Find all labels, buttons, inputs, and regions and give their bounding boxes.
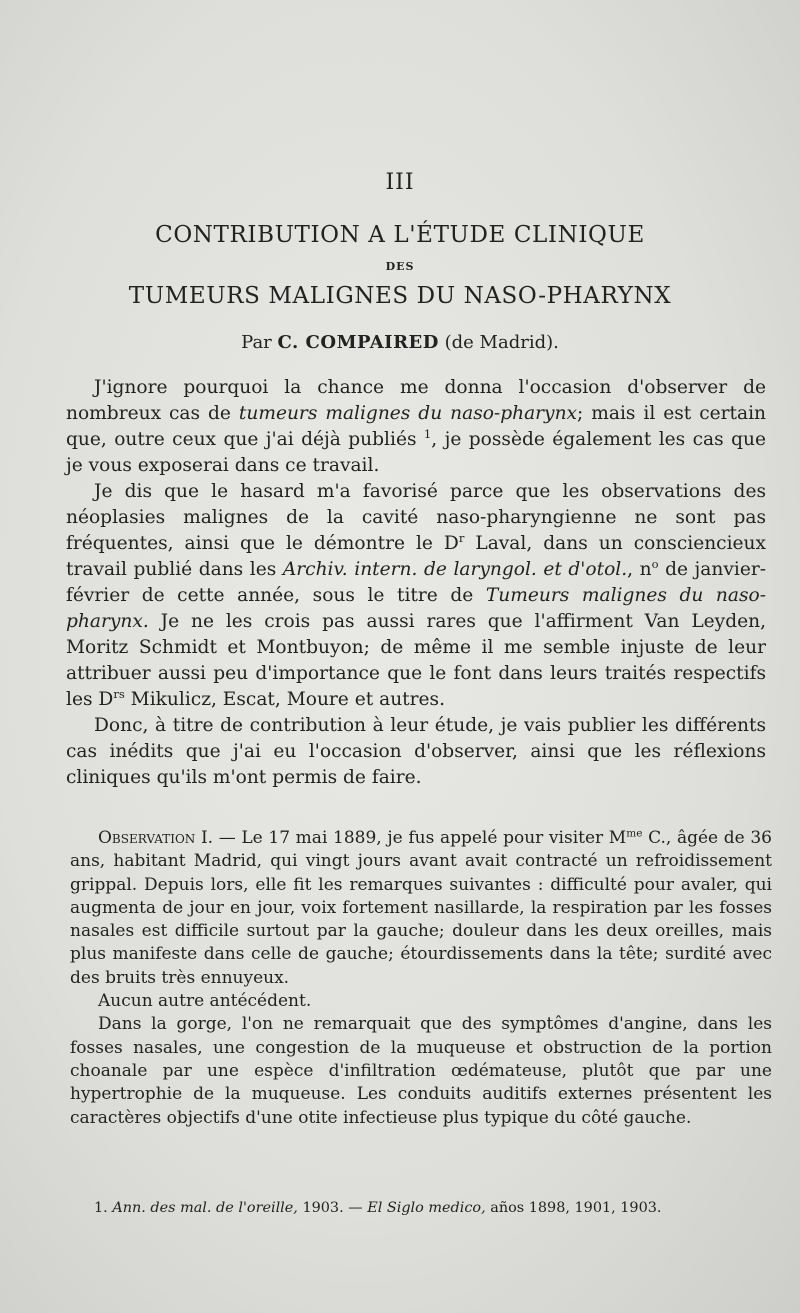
byline bbox=[0, 332, 800, 353]
superscript: o bbox=[651, 556, 659, 571]
footnote-source-1: Ann. des mal. de l'oreille, bbox=[112, 1200, 298, 1216]
observation-paragraph-1 bbox=[70, 827, 772, 990]
journal-title: Archiv. intern. de laryngol. et d'otol. bbox=[282, 559, 628, 580]
text-run: Je ne les crois pas aussi rares que l'affirment Van Leyden, Moritz Schmidt et Montbuyon; de même il me semble injuste de leur attribuer aussi peu d'importance que le font dans leurs traités respectifs les D bbox=[66, 611, 766, 710]
text-run: , je possède également les cas que je vous exposerai dans ce travail. bbox=[66, 429, 766, 476]
byline-suffix: (de Madrid). bbox=[444, 332, 559, 353]
title-line-1: CONTRIBUTION A L'ÉTUDE CLINIQUE bbox=[155, 222, 645, 248]
paragraph-3: Donc, à titre de contribution à leur étude, je vais publier les différents cas inédits que j'ai eu l'occasion d'observer, ainsi que les réflexions cliniques qu'ils m'ont permis de faire. bbox=[66, 715, 766, 788]
footnote-dash: — bbox=[348, 1200, 363, 1216]
text-run: ; mais il est certain que, outre ceux que j'ai déjà publiés bbox=[66, 403, 767, 450]
text-run: J'ignore pourquoi la chance me donna l'occasion d'observer de nombreux cas de bbox=[66, 377, 766, 424]
author-name: C. COMPAIRED bbox=[277, 332, 439, 353]
footnote-source-2: El Siglo medico, bbox=[367, 1200, 486, 1216]
observation-heading: Observation I. bbox=[98, 828, 214, 848]
footnote-year-1: 1903. bbox=[302, 1200, 344, 1216]
footnote-number: 1. bbox=[94, 1200, 108, 1216]
text-run: Laval, dans un consciencieux travail publié dans les bbox=[66, 533, 767, 580]
title-line-3: TUMEURS MALIGNES DU NASO-PHARYNX bbox=[128, 283, 672, 309]
text-run: Je dis que le hasard m'a favorisé parce que les observations des néoplasies malignes de la cavité naso-pharyngienne ne sont pas fréquentes, ainsi que le démontre le D bbox=[66, 481, 766, 554]
italic-run: tumeurs malignes du naso-pharynx bbox=[238, 403, 578, 424]
paragraph-1 bbox=[66, 375, 766, 479]
text-run: Mikulicz, Escat, Moure et autres. bbox=[130, 689, 445, 710]
observation-paragraph-2: Aucun autre antécédent. bbox=[98, 991, 312, 1012]
text-run: de janvier-février de cette année, sous le titre de bbox=[66, 559, 766, 606]
superscript: me bbox=[626, 827, 643, 840]
footnote bbox=[76, 1197, 776, 1219]
byline-prefix: Par bbox=[241, 332, 272, 353]
text-run: — Le 17 mai 1889, je fus appelé pour visiter M bbox=[218, 828, 627, 848]
superscript: rs bbox=[113, 686, 125, 701]
paragraph-2 bbox=[66, 479, 766, 713]
superscript: r bbox=[458, 530, 465, 545]
footnote-ref: 1 bbox=[423, 426, 432, 441]
article-title: Tumeurs malignes du naso-pharynx. bbox=[66, 585, 766, 632]
main-text bbox=[66, 375, 766, 791]
text-run: , n bbox=[627, 559, 652, 580]
chapter-number: III bbox=[385, 170, 415, 195]
observation-section bbox=[70, 827, 772, 1130]
text-run: C., âgée de 36 ans, habitant Madrid, qui vingt jours avant avait contracté un refroidissement grippal. Depuis lors, elle fit les remarques suivantes : difficulté pour avaler, qui augmenta de jour en jour, voix fortement nasillarde, la respiration par les fosses nasales est difficile surtout par la gauche; douleur dans les deux oreilles, mais plus manifeste dans celle de gauche; étourdissements dans la tête; surdité avec des bruits très ennuyeux. bbox=[70, 828, 773, 988]
footnote-years-2: años 1898, 1901, 1903. bbox=[490, 1200, 662, 1216]
title-line-2: DES bbox=[385, 260, 415, 273]
observation-paragraph-3: Dans la gorge, l'on ne remarquait que des symptômes d'angine, dans les fosses nasales, une congestion de la muqueuse et obstruction de la portion choanale par une espèce d'infiltration œdémateuse, plutôt que par une hypertrophie de la muqueuse. Les conduits auditifs externes présentent les caractères objectifs d'une otite infectieuse plus typique du côté gauche. bbox=[70, 1014, 772, 1128]
